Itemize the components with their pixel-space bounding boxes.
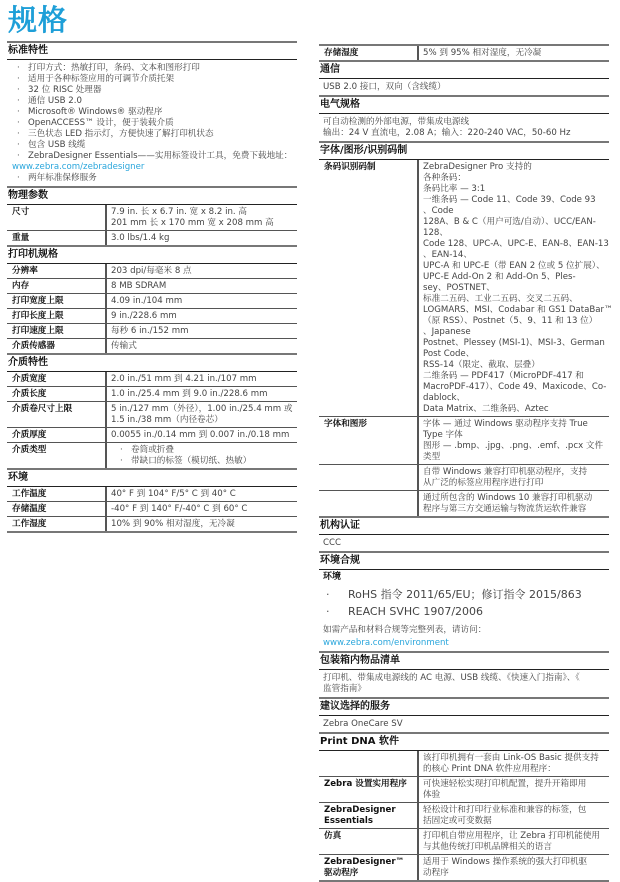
- bullet-dot-icon: ·: [17, 151, 20, 161]
- environment-link[interactable]: www.zebra.com/environment: [323, 638, 449, 648]
- value-line: LOGMARS、MSI、Codabar 和 GS1 DataBar™: [423, 305, 613, 315]
- page-title: 规格: [8, 3, 69, 37]
- value-line: ZebraDesigner Pro 支持的: [423, 162, 532, 172]
- spec-value: [419, 417, 609, 464]
- spec-row: [7, 402, 297, 428]
- spec-label: 分辨率: [7, 264, 107, 278]
- value-line: 一维条码 — Code 11、Code 39、Code 93: [423, 195, 596, 205]
- section-text: [319, 535, 609, 551]
- spec-label: 内存: [7, 279, 107, 293]
- value-line: 4.09 in./104 mm: [111, 296, 183, 306]
- value-line: -40° F 到 140° F/-40° C 到 60° C: [111, 504, 248, 514]
- spec-row: [7, 264, 297, 279]
- value-line: 适用于 Windows 操作系统的强大打印机驱: [423, 857, 588, 867]
- value-line: Type 字体: [423, 430, 463, 440]
- bullet-text: 32 位 RISC 处理器: [28, 85, 102, 95]
- bullet-text: 通信 USB 2.0: [28, 96, 82, 106]
- value-line: 条码比率 — 3:1: [423, 184, 486, 194]
- spec-value: [107, 294, 297, 308]
- compliance-item: [319, 603, 609, 620]
- spec-table: [319, 160, 613, 516]
- spec-label: 仿真: [319, 829, 419, 854]
- spec-row: [7, 387, 297, 402]
- value-line: 打印机自带应用程序，让 Zebra 打印机能使用: [423, 831, 600, 841]
- text-line: USB 2.0 接口，双向（含线缆）: [323, 82, 446, 92]
- value-line: 轻松设计和打印行业标准和兼容的标签，包: [423, 805, 587, 815]
- value-line: 8 MB SDRAM: [111, 281, 167, 291]
- value-line: 、Japanese: [423, 327, 471, 337]
- spec-table: [7, 205, 297, 245]
- spec-value: [107, 443, 297, 468]
- spec-label: 重量: [7, 231, 107, 245]
- bullet-dot-icon: ·: [17, 74, 20, 84]
- spec-row: [7, 372, 297, 387]
- section-text: [319, 79, 609, 95]
- section-title: 包装箱内物品清单: [319, 653, 609, 670]
- spec-section: [7, 245, 297, 353]
- text-line: CCC: [323, 538, 342, 548]
- bullet-dot-icon: ·: [120, 445, 123, 455]
- value-line: Postnet、Plessey (MSI-1)、MSI-3、German: [423, 338, 605, 348]
- bullet-text: OpenACCESS™ 设计，便于装载介质: [28, 118, 174, 128]
- spec-label: 尺寸: [7, 205, 107, 230]
- value-line: sey、POSTNET、: [423, 283, 495, 293]
- value-line: 、Code: [423, 206, 454, 216]
- section-text: [319, 114, 609, 141]
- right-column: [319, 44, 613, 882]
- value-line: 体验: [423, 790, 441, 800]
- bullet-dot-icon: ·: [17, 85, 20, 95]
- section-title: 建议选择的服务: [319, 699, 609, 716]
- spec-value: [419, 465, 609, 490]
- value-line: 字体 — 通过 Windows 驱动程序支持 True: [423, 419, 588, 429]
- spec-value: [419, 491, 609, 516]
- spec-label: 字体和图形: [319, 417, 419, 464]
- spec-label: 打印速度上限: [7, 324, 107, 338]
- bullet-item: [7, 96, 297, 107]
- value-line: UPC-A 和 UPC-E（带 EAN 2 位或 5 位扩展）、: [423, 261, 605, 271]
- section-title: 打印机规格: [7, 247, 297, 264]
- value-line: 3.0 lbs/1.4 kg: [111, 233, 170, 243]
- section-title: 电气规格: [319, 97, 609, 114]
- spec-section: [7, 468, 297, 531]
- bullet-item: [7, 118, 297, 129]
- bullet-dot-icon: ·: [17, 129, 20, 139]
- spec-row: [319, 491, 609, 516]
- spec-value: [107, 517, 297, 531]
- spec-value: [107, 264, 297, 278]
- bullet-text: 打印方式：热敏打印，条码、文本和图形打印: [28, 63, 200, 73]
- value-line: （原 RSS）、Postnet（5、9、11 和 13 位）: [423, 316, 598, 326]
- spec-value: [419, 803, 609, 828]
- spec-section: [319, 551, 609, 651]
- spec-section: [319, 95, 609, 141]
- section-title: Print DNA 软件: [319, 734, 609, 751]
- section-title: 标准特性: [7, 43, 297, 60]
- value-line: 可快速轻松实现打印机配置，提升开箱即用: [423, 779, 587, 789]
- spec-table: [319, 751, 609, 880]
- spec-row: [7, 324, 297, 339]
- value-line: 0.0055 in./0.14 mm 到 0.007 in./0.18 mm: [111, 430, 290, 440]
- bullet-dot-icon: ·: [17, 173, 20, 183]
- section-title: 环境合规: [319, 553, 609, 570]
- spec-value: [107, 372, 297, 386]
- spec-label: 条码识别码制: [319, 160, 419, 416]
- spec-row: [319, 803, 609, 829]
- bullet-text: 三色状态 LED 指示灯，方便快速了解打印机状态: [28, 129, 214, 139]
- text-line: 监管指南》: [323, 684, 366, 694]
- value-line: 图形 — .bmp、.jpg、.png、.emf、.pcx 文件: [423, 441, 604, 451]
- section-subtitle: 环境: [323, 572, 342, 582]
- spec-row: [7, 502, 297, 517]
- value-line: 程序与第三方交通运输与物流货运软件兼容: [423, 504, 587, 514]
- value-line: 动程序: [423, 868, 449, 878]
- section-title: 物理参数: [7, 188, 297, 205]
- spec-label: 存储温度: [7, 502, 107, 516]
- bullet-dot-icon: ·: [120, 456, 123, 466]
- spec-label: [319, 465, 419, 490]
- spec-value: [107, 428, 297, 442]
- value-line: 201 mm 长 x 170 mm 宽 x 208 mm 高: [111, 218, 274, 228]
- spec-label: 介质类型: [7, 443, 107, 468]
- value-line: 的核心 Print DNA 软件应用程序：: [423, 764, 556, 774]
- value-line: 二维条码 — PDF417（MicroPDF-417 和: [423, 371, 584, 381]
- spec-value: [419, 46, 609, 60]
- spec-label: 打印宽度上限: [7, 294, 107, 308]
- spec-label: 介质厚度: [7, 428, 107, 442]
- bullet-item: [7, 85, 297, 96]
- spec-row: [319, 855, 609, 880]
- bullet-dot-icon: ·: [17, 107, 20, 117]
- download-link[interactable]: www.zebra.com/zebradesigner: [12, 162, 145, 172]
- value-line: Code 128、UPC-A、UPC-E、EAN-8、EAN-13: [423, 239, 609, 249]
- spec-label: 介质长度: [7, 387, 107, 401]
- spec-label: 介质传感器: [7, 339, 107, 353]
- section-title: 字体/图形/识别码制: [319, 143, 609, 160]
- spec-value: [419, 777, 609, 802]
- spec-row: [7, 205, 297, 231]
- bullet-dot-icon: ·: [326, 605, 330, 618]
- spec-row: [319, 46, 609, 60]
- spec-value: [107, 205, 297, 230]
- spec-value: [419, 855, 609, 880]
- spec-label: 工作湿度: [7, 517, 107, 531]
- section-text: [319, 670, 609, 697]
- bullet-dot-icon: ·: [17, 118, 20, 128]
- value-line: 40° F 到 104° F/5° C 到 40° C: [111, 489, 236, 499]
- bullet-dot-icon: ·: [17, 140, 20, 150]
- text-line: 输出：24 V 直流电，2.08 A；输入：220-240 VAC，50-60 Hz: [323, 128, 571, 138]
- spec-table: [7, 372, 297, 468]
- value-line: RSS-14（限定、截取、层叠）: [423, 360, 540, 370]
- bullet-item: [7, 173, 297, 184]
- value-line: 5 in./127 mm（外径），1.00 in./25.4 mm 或: [111, 404, 293, 414]
- value-line: 传输式: [111, 341, 137, 351]
- spec-section: [7, 186, 297, 245]
- bullet-text: REACH SVHC 1907/2006: [348, 605, 484, 618]
- bullet-item: [7, 74, 297, 85]
- bullet-list: [7, 60, 297, 186]
- bullet-item: [7, 140, 297, 151]
- left-column: [7, 41, 297, 533]
- spec-value: [419, 829, 609, 854]
- spec-label: 介质宽度: [7, 372, 107, 386]
- bullet-item: [7, 129, 297, 140]
- text-line: 如需产品和材料合规等完整列表，请访问：: [323, 625, 487, 635]
- spec-row: [7, 517, 297, 531]
- spec-row: [7, 339, 297, 353]
- value-line: 该打印机拥有一套由 Link-OS Basic 提供支持: [423, 753, 599, 763]
- value-line: 5% 到 95% 相对湿度，无冷凝: [423, 48, 542, 58]
- spec-section: [319, 44, 609, 60]
- spec-row: [319, 829, 609, 855]
- spec-value: [107, 231, 297, 245]
- value-line: UPC-E Add-On 2 和 Add-On 5、Ples-: [423, 272, 576, 282]
- value-line: 203 dpi/每毫米 8 点: [111, 266, 192, 276]
- compliance-list: [319, 583, 609, 622]
- section-title: 介质特性: [7, 355, 297, 372]
- compliance-item: [319, 586, 609, 603]
- spec-row: [7, 279, 297, 294]
- spec-row: [7, 309, 297, 324]
- spec-row: [319, 751, 609, 777]
- value-bullet: [111, 445, 293, 456]
- bullet-dot-icon: ·: [17, 63, 20, 73]
- spec-label: 介质卷尺寸上限: [7, 402, 107, 427]
- spec-row: [319, 465, 609, 491]
- spec-value: [107, 487, 297, 501]
- value-line: Post Code、: [423, 349, 475, 359]
- value-line: 128A、B & C（用户可选/自动）、UCC/EAN-: [423, 217, 596, 227]
- value-line: 括固定或可变数据: [423, 816, 492, 826]
- spec-table: [7, 487, 297, 531]
- spec-value: [419, 160, 617, 416]
- spec-value: [419, 751, 609, 776]
- spec-section: [319, 60, 609, 95]
- bullet-text: Microsoft® Windows® 驱动程序: [28, 107, 163, 117]
- value-line: 2.0 in./51 mm 到 4.21 in./107 mm: [111, 374, 257, 384]
- spec-section: [319, 141, 613, 516]
- spec-row: [7, 294, 297, 309]
- spec-row: [7, 487, 297, 502]
- spec-value: [107, 402, 297, 427]
- bullet-text: 适用于各种标签应用的可调节介质托架: [28, 74, 175, 84]
- spec-value: [107, 309, 297, 323]
- value-line: 标准二五码、工业二五码、交叉二五码、: [423, 294, 578, 304]
- spec-row: [319, 417, 609, 465]
- value-line: 1.5 in./38 mm（内径卷芯）: [111, 415, 223, 425]
- bullet-text: ZebraDesigner Essentials——实用标签设计工具，免费下载地址：: [28, 151, 293, 161]
- spec-value: [107, 387, 297, 401]
- spec-section: [7, 353, 297, 468]
- spec-section: [319, 697, 609, 732]
- bullet-text: RoHS 指令 2011/65/EU；修订指令 2015/863: [348, 588, 582, 601]
- bullet-text: 两年标准保修服务: [28, 173, 97, 183]
- value-line: 7.9 in. 长 x 6.7 in. 宽 x 8.2 in. 高: [111, 207, 247, 217]
- bullet-item: [7, 151, 297, 162]
- value-line: 、EAN-14、: [423, 250, 472, 260]
- value-line: 自带 Windows 兼容打印机驱动程序，支持: [423, 467, 588, 477]
- value-line: 每秒 6 in./152 mm: [111, 326, 189, 336]
- value-line: 9 in./228.6 mm: [111, 311, 177, 321]
- spec-row: [7, 428, 297, 443]
- value-line: 128、: [423, 228, 448, 238]
- value-line: 通过所包含的 Windows 10 兼容打印机驱动: [423, 493, 593, 503]
- spec-row: [319, 777, 609, 803]
- value-line: Data Matrix、二维条码、Aztec: [423, 404, 549, 414]
- spec-value: [107, 324, 297, 338]
- spec-value: [107, 279, 297, 293]
- section-text: [319, 716, 609, 732]
- value-line: 与其他传统打印机品牌相关的语言: [423, 842, 552, 852]
- spec-table: [319, 46, 609, 60]
- value-line: 各种条码：: [423, 173, 466, 183]
- section-title: 机构认证: [319, 518, 609, 535]
- spec-section: [319, 651, 609, 697]
- value-bullet: [111, 456, 293, 467]
- value-line: 类型: [423, 452, 441, 462]
- spec-label: 打印长度上限: [7, 309, 107, 323]
- spec-label: 存储湿度: [319, 46, 419, 60]
- spec-label: Zebra 设置实用程序: [319, 777, 419, 802]
- bullet-text: 卷筒或折叠: [131, 445, 174, 455]
- section-title: 环境: [7, 470, 297, 487]
- spec-label: [319, 751, 419, 776]
- bullet-item: [7, 107, 297, 118]
- spec-table: [7, 264, 297, 353]
- text-line: Zebra OneCare SV: [323, 719, 403, 729]
- value-line: 从广泛的标签应用程序进行打印: [423, 478, 544, 488]
- spec-value: [107, 339, 297, 353]
- text-line: 打印机、带集成电源线的 AC 电源、USB 线缆、《快速入门指南》、《: [323, 673, 580, 683]
- spec-row: [7, 443, 297, 468]
- text-line: 可自动检测的外部电源，带集成电源线: [323, 117, 470, 127]
- value-line: 10% 到 90% 相对湿度，无冷凝: [111, 519, 235, 529]
- bullet-item: [7, 63, 297, 74]
- section-text: [319, 622, 609, 638]
- spec-section: [319, 516, 609, 551]
- spec-label: 工作温度: [7, 487, 107, 501]
- spec-section: [319, 732, 609, 880]
- value-line: MacroPDF-417）、Code 49、Maxicode、Co-: [423, 382, 607, 392]
- value-line: dablock、: [423, 393, 466, 403]
- bullet-text: 包含 USB 线缆: [28, 140, 86, 150]
- bullet-text: 带缺口的标签（模切纸、热敏）: [131, 456, 252, 466]
- spec-section: [7, 41, 297, 186]
- spec-row: [319, 160, 613, 417]
- value-line: 1.0 in./25.4 mm 到 9.0 in./228.6 mm: [111, 389, 268, 399]
- spec-label: [319, 491, 419, 516]
- column-end-divider: [7, 531, 297, 533]
- spec-value: [107, 502, 297, 516]
- bullet-dot-icon: ·: [326, 588, 330, 601]
- spec-label: ZebraDesigner™ 驱动程序: [319, 855, 419, 880]
- spec-label: ZebraDesigner Essentials: [319, 803, 419, 828]
- section-title: 通信: [319, 62, 609, 79]
- bullet-dot-icon: ·: [17, 96, 20, 106]
- spec-row: [7, 231, 297, 245]
